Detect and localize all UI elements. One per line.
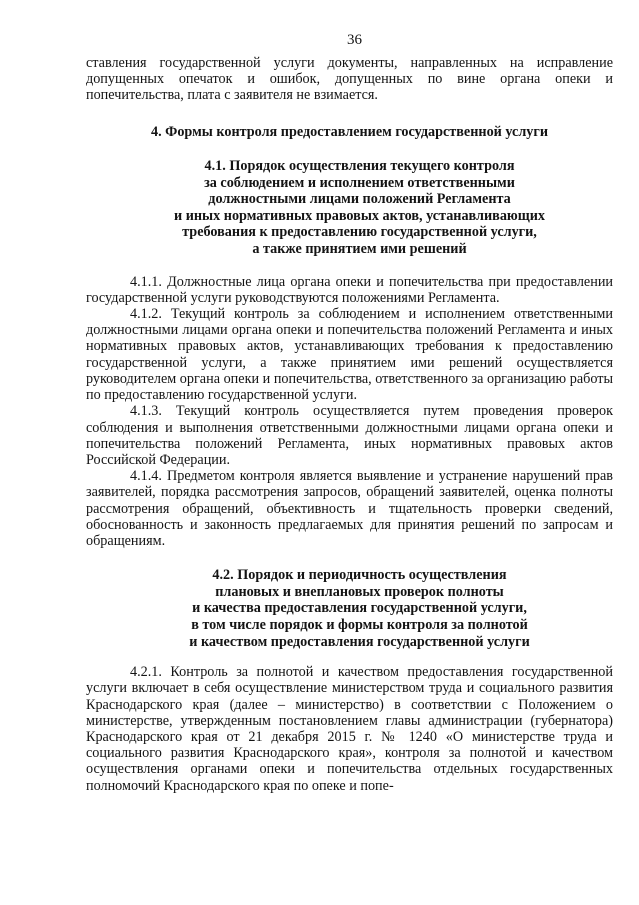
subsection-4-1-title-line: за соблюдением и исполнением ответственными (204, 174, 515, 191)
intro-paragraph: ставления государственной услуги документы, направленных на исправление допущенных опечаток и ошибок, допущенных по вине органа опеки и попечительства, плата с заявителя не взимается. (86, 55, 613, 104)
paragraph-4-1-1: 4.1.1. Должностные лица органа опеки и попечительства при предоставлении государственной услуги руководствуются положениями Регламента. (86, 273, 613, 306)
paragraph-4-2-1: 4.2.1. Контроль за полнотой и качеством предоставления государственной услуги включает в себя осуществление министерством труда и социального развития Краснодарского края (далее – министерство) в соответствии с Положением о министерстве, утвержденным постановлением главы администрации (губернатора) Краснодарского края от 21 декабря 2015 г. № 1240 «О министерстве труда и социального развития Краснодарского края», контроля за полнотой и качеством осуществления органами опеки и попечительства отдельных государственных полномочий Краснодарского края по опеке и попе- (86, 664, 613, 794)
subsection-4-1-title-line: а также принятием ими решений (252, 241, 467, 258)
subsection-4-1-title-line: требования к предоставлению государственной услуги, (182, 224, 537, 241)
subsection-4-1-title-line: 4.1. Порядок осуществления текущего контроля (204, 158, 515, 175)
paragraph-4-1-2: 4.1.2. Текущий контроль за соблюдением и исполнением ответственными должностными лицами органа опеки и попечительства положений Регламента и иных нормативных правовых актов, устанавливающих требования к предоставлению государственной услуги, а также принятием ими решений осуществляется руководителем органа опеки и попечительства, ответственного за организацию работы по предоставлению государственной услуги. (86, 306, 613, 404)
paragraph-4-1-3: 4.1.3. Текущий контроль осуществляется путем проведения проверок соблюдения и выполнения ответственными должностными лицами органа опеки и попечительства положений Регламента, иных нормативных правовых актов Российской Федерации. (86, 403, 613, 468)
page-number: 36 (347, 32, 362, 48)
subsection-4-1-title (86, 158, 613, 258)
subsection-4-1-title-line: должностными лицами положений Регламента (208, 191, 511, 208)
section-4-title: 4. Формы контроля предоставлением государственной услуги (150, 123, 549, 140)
subsection-4-2-body (86, 664, 613, 794)
subsection-4-1-body (86, 274, 613, 549)
page-content (86, 55, 613, 794)
subsection-4-2-title-line: плановых и внеплановых проверок полноты (215, 583, 504, 600)
subsection-4-1-title-line: и иных нормативных правовых актов, устанавливающих (173, 207, 546, 224)
subsection-4-2-title-line: и качества предоставления государственной услуги, (192, 600, 527, 617)
subsection-4-2-title (86, 567, 613, 650)
subsection-4-2-title-line: в том числе порядок и формы контроля за полнотой (191, 616, 528, 633)
subsection-4-2-title-line: 4.2. Порядок и периодичность осуществления (212, 567, 507, 584)
paragraph-4-1-4: 4.1.4. Предметом контроля является выявление и устранение нарушений прав заявителей, порядка рассмотрения запросов, обращений заявителей, оценка полноты рассмотрения обращений, объективность и тщательность проверки сведений, обоснованность и законность предлагаемых для принятия решений по запросам и обращениям. (86, 468, 613, 549)
subsection-4-2-title-line: и качеством предоставления государственной услуги (189, 633, 530, 650)
